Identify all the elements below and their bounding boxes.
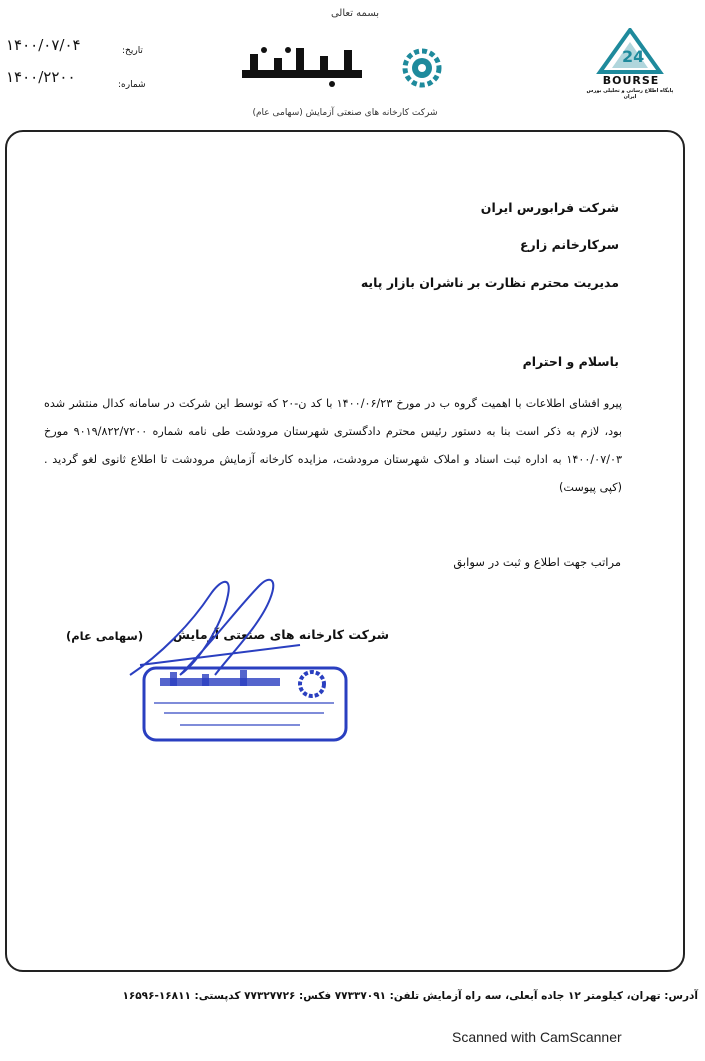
bismillah-text: بسمه تعالی [330, 8, 380, 19]
recipient-line-1: شرکت فرابورس ایران [480, 200, 619, 215]
date-label: تاریخ: [122, 46, 143, 56]
date-value: ۱۴۰۰/۰۷/۰۴ [6, 36, 81, 54]
number-label: شماره: [118, 80, 146, 90]
azmayesh-logo [240, 44, 390, 90]
document-frame [5, 130, 685, 972]
greeting: باسلام و احترام [522, 354, 619, 369]
recipient-line-3: مدیریت محترم نظارت بر ناشران بازار پایه [360, 275, 619, 290]
number-value: ۱۴۰۰/۲۲۰۰ [6, 68, 76, 86]
closing-text: مراتب جهت اطلاع و ثبت در سوابق [453, 555, 621, 569]
recipient-line-2: سرکارخانم زارع [520, 237, 619, 252]
footer-address: آدرس: تهران، کیلومتر ۱۲ جاده آبعلی، سه راه آزمایش تلفن: ۷۷۳۳۷۰۹۱ فکس: ۷۷۳۲۷۷۲۶ کدپستی: ۱۶۸۱۱-۱۶۵۹۶ [122, 990, 698, 1002]
bourse-triangle-icon [582, 28, 678, 76]
azmayesh-logo-icon [240, 44, 450, 90]
company-subtitle: شرکت کارخانه های صنعتی آزمایش (سهامی عام) [252, 108, 438, 118]
bourse-name: BOURSE [602, 74, 660, 87]
company-stamp [140, 664, 350, 744]
stamp-icon [140, 664, 350, 744]
svg-text:24: 24 [622, 47, 645, 66]
bourse-subtitle: پایگاه اطلاع رسانی و تحلیلی بورس ایران [586, 88, 674, 100]
signature-company: شرکت کارخانه های صنعتی آزمایش [172, 627, 389, 642]
signature-company-suffix: (سهامی عام) [66, 629, 144, 643]
body-paragraph: پیرو افشای اطلاعات با اهمیت گروه ب در مورخ ۱۴۰۰/۰۶/۲۳ با کد ن-۲۰ که توسط این شرکت در سامانه کدال منتشر شده بود، لازم به ذکر است بنا به دستور رئیس محترم دادگستری شهرستان مرودشت طی نامه شماره ۹۰۱۹/۸۲۲/۷۲۰۰ مورخ ۱۴۰۰/۰۷/۰۳ به اداره ثبت اسناد و املاک شهرستان مرودشت، مزایده کارخانه آزمایش مرودشت تا اطلاع ثانوی لغو گردید .(کپی پیوست) [44, 397, 622, 494]
camscanner-watermark: Scanned with CamScanner [452, 1029, 622, 1045]
